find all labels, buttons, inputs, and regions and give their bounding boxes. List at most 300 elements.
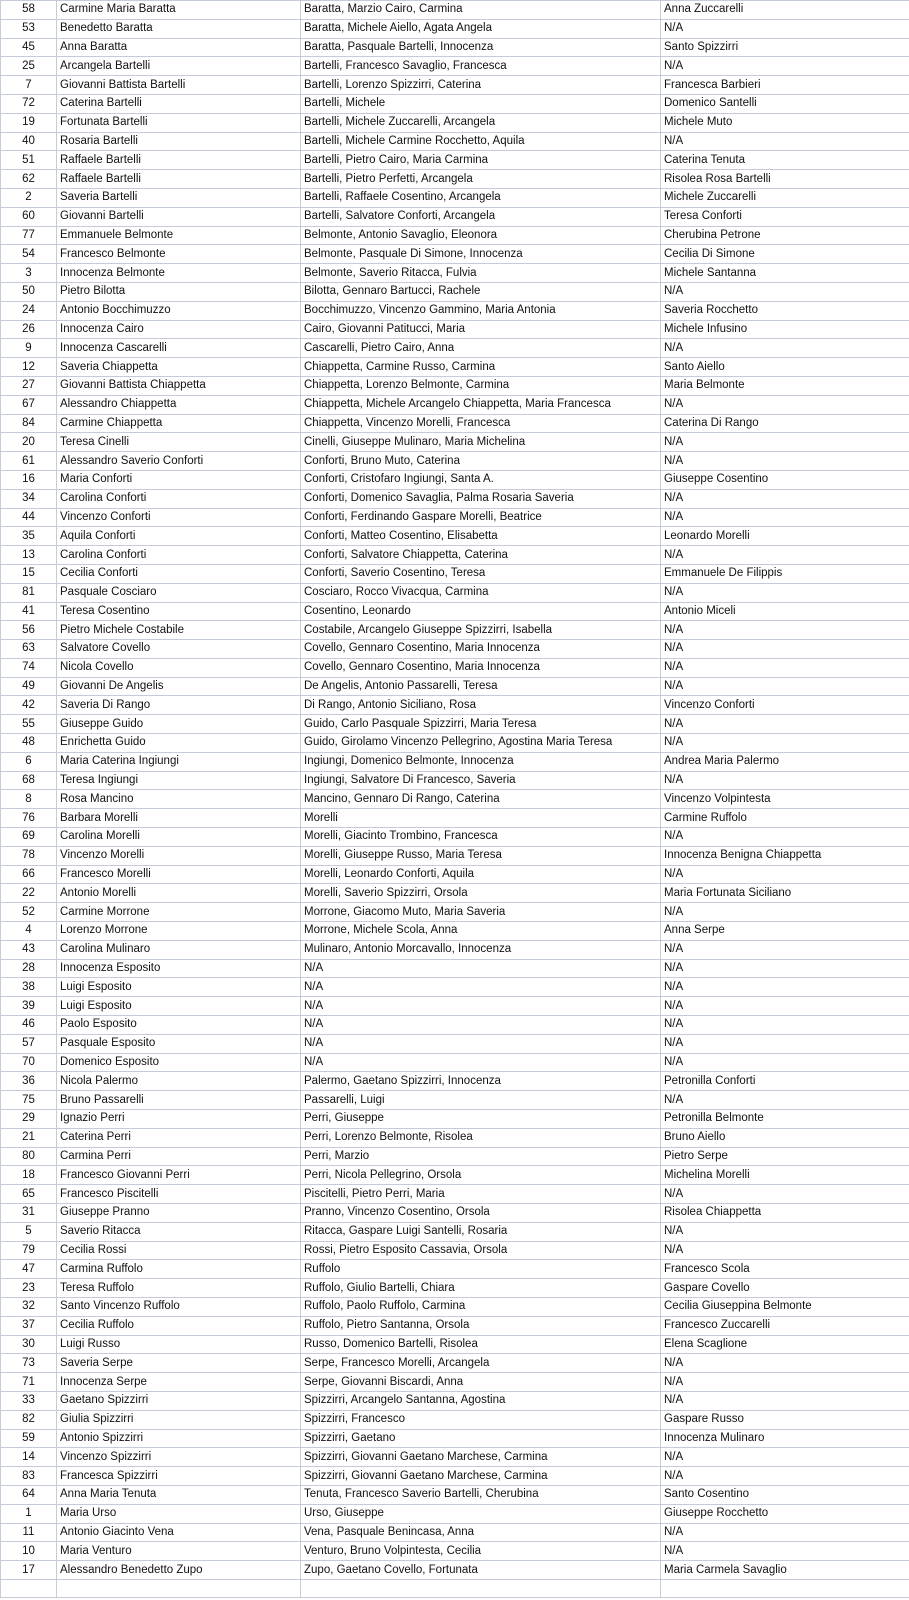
parents-cell[interactable]: Urso, Giuseppe: [301, 1504, 661, 1523]
record-number-cell[interactable]: 55: [1, 715, 57, 734]
person-name-cell[interactable]: Francesco Morelli: [57, 865, 301, 884]
person-name-cell[interactable]: Giuseppe Guido: [57, 715, 301, 734]
spouse-cell[interactable]: N/A: [661, 865, 909, 884]
person-name-cell[interactable]: Francesco Piscitelli: [57, 1185, 301, 1204]
empty-cell[interactable]: [301, 1579, 661, 1597]
person-name-cell[interactable]: Francesco Belmonte: [57, 245, 301, 264]
record-number-cell[interactable]: 20: [1, 433, 57, 452]
parents-cell[interactable]: Costabile, Arcangelo Giuseppe Spizzirri, Isabella: [301, 621, 661, 640]
person-name-cell[interactable]: Carmine Maria Baratta: [57, 1, 301, 20]
person-name-cell[interactable]: Benedetto Baratta: [57, 19, 301, 38]
record-number-cell[interactable]: 67: [1, 395, 57, 414]
spouse-cell[interactable]: N/A: [661, 1053, 909, 1072]
record-number-cell[interactable]: 54: [1, 245, 57, 264]
spouse-cell[interactable]: N/A: [661, 621, 909, 640]
spouse-cell[interactable]: Leonardo Morelli: [661, 527, 909, 546]
record-number-cell[interactable]: 47: [1, 1260, 57, 1279]
spouse-cell[interactable]: N/A: [661, 395, 909, 414]
record-number-cell[interactable]: 28: [1, 959, 57, 978]
person-name-cell[interactable]: Bruno Passarelli: [57, 1091, 301, 1110]
spouse-cell[interactable]: N/A: [661, 1241, 909, 1260]
spouse-cell[interactable]: N/A: [661, 489, 909, 508]
parents-cell[interactable]: Venturo, Bruno Volpintesta, Cecilia: [301, 1542, 661, 1561]
spouse-cell[interactable]: N/A: [661, 997, 909, 1016]
record-number-cell[interactable]: 37: [1, 1316, 57, 1335]
spouse-cell[interactable]: N/A: [661, 640, 909, 659]
person-name-cell[interactable]: Alessandro Chiappetta: [57, 395, 301, 414]
person-name-cell[interactable]: Alessandro Saverio Conforti: [57, 452, 301, 471]
person-name-cell[interactable]: Pietro Michele Costabile: [57, 621, 301, 640]
parents-cell[interactable]: Belmonte, Saverio Ritacca, Fulvia: [301, 264, 661, 283]
parents-cell[interactable]: Serpe, Francesco Morelli, Arcangela: [301, 1354, 661, 1373]
parents-cell[interactable]: Ruffolo: [301, 1260, 661, 1279]
person-name-cell[interactable]: Cecilia Rossi: [57, 1241, 301, 1260]
record-number-cell[interactable]: 42: [1, 696, 57, 715]
person-name-cell[interactable]: Vincenzo Conforti: [57, 508, 301, 527]
record-number-cell[interactable]: 64: [1, 1485, 57, 1504]
spouse-cell[interactable]: Francesco Zuccarelli: [661, 1316, 909, 1335]
spouse-cell[interactable]: N/A: [661, 546, 909, 565]
person-name-cell[interactable]: Maria Caterina Ingiungi: [57, 752, 301, 771]
person-name-cell[interactable]: Carmine Chiappetta: [57, 414, 301, 433]
record-number-cell[interactable]: 43: [1, 940, 57, 959]
parents-cell[interactable]: Ruffolo, Giulio Bartelli, Chiara: [301, 1279, 661, 1298]
record-number-cell[interactable]: 32: [1, 1297, 57, 1316]
record-number-cell[interactable]: 71: [1, 1373, 57, 1392]
spouse-cell[interactable]: Risolea Rosa Bartelli: [661, 170, 909, 189]
spouse-cell[interactable]: Saveria Rocchetto: [661, 301, 909, 320]
person-name-cell[interactable]: Carmine Morrone: [57, 903, 301, 922]
spouse-cell[interactable]: N/A: [661, 658, 909, 677]
spouse-cell[interactable]: N/A: [661, 1467, 909, 1486]
record-number-cell[interactable]: 41: [1, 602, 57, 621]
parents-cell[interactable]: Perri, Giuseppe: [301, 1110, 661, 1129]
person-name-cell[interactable]: Luigi Russo: [57, 1335, 301, 1354]
spouse-cell[interactable]: Anna Serpe: [661, 922, 909, 941]
person-name-cell[interactable]: Innocenza Serpe: [57, 1373, 301, 1392]
parents-cell[interactable]: N/A: [301, 1016, 661, 1035]
record-number-cell[interactable]: 36: [1, 1072, 57, 1091]
spouse-cell[interactable]: Innocenza Mulinaro: [661, 1429, 909, 1448]
person-name-cell[interactable]: Emmanuele Belmonte: [57, 226, 301, 245]
person-name-cell[interactable]: Teresa Ingiungi: [57, 771, 301, 790]
spouse-cell[interactable]: N/A: [661, 978, 909, 997]
spouse-cell[interactable]: Domenico Santelli: [661, 94, 909, 113]
person-name-cell[interactable]: Caterina Bartelli: [57, 94, 301, 113]
person-name-cell[interactable]: Giovanni Battista Bartelli: [57, 76, 301, 95]
person-name-cell[interactable]: Salvatore Covello: [57, 640, 301, 659]
record-number-cell[interactable]: 80: [1, 1147, 57, 1166]
parents-cell[interactable]: N/A: [301, 978, 661, 997]
empty-cell[interactable]: [661, 1579, 909, 1597]
spouse-cell[interactable]: N/A: [661, 734, 909, 753]
parents-cell[interactable]: Baratta, Michele Aiello, Agata Angela: [301, 19, 661, 38]
person-name-cell[interactable]: Teresa Ruffolo: [57, 1279, 301, 1298]
record-number-cell[interactable]: 69: [1, 828, 57, 847]
person-name-cell[interactable]: Teresa Cinelli: [57, 433, 301, 452]
person-name-cell[interactable]: Pasquale Cosciaro: [57, 583, 301, 602]
record-number-cell[interactable]: 74: [1, 658, 57, 677]
record-number-cell[interactable]: 46: [1, 1016, 57, 1035]
spouse-cell[interactable]: N/A: [661, 19, 909, 38]
person-name-cell[interactable]: Maria Venturo: [57, 1542, 301, 1561]
spouse-cell[interactable]: Emmanuele De Filippis: [661, 564, 909, 583]
spouse-cell[interactable]: Vincenzo Volpintesta: [661, 790, 909, 809]
spouse-cell[interactable]: N/A: [661, 677, 909, 696]
parents-cell[interactable]: Spizzirri, Arcangelo Santanna, Agostina: [301, 1391, 661, 1410]
record-number-cell[interactable]: 29: [1, 1110, 57, 1129]
parents-cell[interactable]: Bilotta, Gennaro Bartucci, Rachele: [301, 282, 661, 301]
record-number-cell[interactable]: 14: [1, 1448, 57, 1467]
record-number-cell[interactable]: 70: [1, 1053, 57, 1072]
parents-cell[interactable]: Cosentino, Leonardo: [301, 602, 661, 621]
spouse-cell[interactable]: N/A: [661, 433, 909, 452]
record-number-cell[interactable]: 81: [1, 583, 57, 602]
spouse-cell[interactable]: Pietro Serpe: [661, 1147, 909, 1166]
person-name-cell[interactable]: Alessandro Benedetto Zupo: [57, 1561, 301, 1580]
parents-cell[interactable]: Bocchimuzzo, Vincenzo Gammino, Maria Antonia: [301, 301, 661, 320]
parents-cell[interactable]: Zupo, Gaetano Covello, Fortunata: [301, 1561, 661, 1580]
parents-cell[interactable]: Morrone, Michele Scola, Anna: [301, 922, 661, 941]
spouse-cell[interactable]: N/A: [661, 1542, 909, 1561]
person-name-cell[interactable]: Carolina Morelli: [57, 828, 301, 847]
record-number-cell[interactable]: 33: [1, 1391, 57, 1410]
person-name-cell[interactable]: Giovanni De Angelis: [57, 677, 301, 696]
record-number-cell[interactable]: 23: [1, 1279, 57, 1298]
parents-cell[interactable]: Chiappetta, Carmine Russo, Carmina: [301, 358, 661, 377]
person-name-cell[interactable]: Raffaele Bartelli: [57, 170, 301, 189]
record-number-cell[interactable]: 17: [1, 1561, 57, 1580]
spouse-cell[interactable]: Andrea Maria Palermo: [661, 752, 909, 771]
spouse-cell[interactable]: Francesca Barbieri: [661, 76, 909, 95]
spouse-cell[interactable]: Cecilia Di Simone: [661, 245, 909, 264]
record-number-cell[interactable]: 34: [1, 489, 57, 508]
person-name-cell[interactable]: Luigi Esposito: [57, 997, 301, 1016]
parents-cell[interactable]: N/A: [301, 1034, 661, 1053]
record-number-cell[interactable]: 11: [1, 1523, 57, 1542]
record-number-cell[interactable]: 76: [1, 809, 57, 828]
person-name-cell[interactable]: Anna Baratta: [57, 38, 301, 57]
person-name-cell[interactable]: Carolina Conforti: [57, 489, 301, 508]
person-name-cell[interactable]: Teresa Cosentino: [57, 602, 301, 621]
record-number-cell[interactable]: 30: [1, 1335, 57, 1354]
record-number-cell[interactable]: 73: [1, 1354, 57, 1373]
spouse-cell[interactable]: N/A: [661, 1373, 909, 1392]
record-number-cell[interactable]: 83: [1, 1467, 57, 1486]
spouse-cell[interactable]: Michele Santanna: [661, 264, 909, 283]
parents-cell[interactable]: Spizzirri, Giovanni Gaetano Marchese, Carmina: [301, 1467, 661, 1486]
parents-cell[interactable]: Perri, Marzio: [301, 1147, 661, 1166]
record-number-cell[interactable]: 65: [1, 1185, 57, 1204]
person-name-cell[interactable]: Fortunata Bartelli: [57, 113, 301, 132]
spouse-cell[interactable]: N/A: [661, 959, 909, 978]
parents-cell[interactable]: Cairo, Giovanni Patitucci, Maria: [301, 320, 661, 339]
parents-cell[interactable]: Pranno, Vincenzo Cosentino, Orsola: [301, 1204, 661, 1223]
empty-cell[interactable]: [1, 1579, 57, 1597]
record-number-cell[interactable]: 24: [1, 301, 57, 320]
person-name-cell[interactable]: Cecilia Conforti: [57, 564, 301, 583]
record-number-cell[interactable]: 19: [1, 113, 57, 132]
parents-cell[interactable]: Chiappetta, Vincenzo Morelli, Francesca: [301, 414, 661, 433]
spouse-cell[interactable]: Carmine Ruffolo: [661, 809, 909, 828]
person-name-cell[interactable]: Antonio Bocchimuzzo: [57, 301, 301, 320]
parents-cell[interactable]: Cascarelli, Pietro Cairo, Anna: [301, 339, 661, 358]
spouse-cell[interactable]: Cecilia Giuseppina Belmonte: [661, 1297, 909, 1316]
parents-cell[interactable]: Conforti, Ferdinando Gaspare Morelli, Beatrice: [301, 508, 661, 527]
person-name-cell[interactable]: Innocenza Esposito: [57, 959, 301, 978]
person-name-cell[interactable]: Paolo Esposito: [57, 1016, 301, 1035]
spouse-cell[interactable]: Giuseppe Rocchetto: [661, 1504, 909, 1523]
parents-cell[interactable]: Perri, Lorenzo Belmonte, Risolea: [301, 1128, 661, 1147]
record-number-cell[interactable]: 8: [1, 790, 57, 809]
parents-cell[interactable]: Spizzirri, Gaetano: [301, 1429, 661, 1448]
spouse-cell[interactable]: Anna Zuccarelli: [661, 1, 909, 20]
person-name-cell[interactable]: Antonio Morelli: [57, 884, 301, 903]
parents-cell[interactable]: Spizzirri, Giovanni Gaetano Marchese, Carmina: [301, 1448, 661, 1467]
record-number-cell[interactable]: 61: [1, 452, 57, 471]
spouse-cell[interactable]: N/A: [661, 828, 909, 847]
spouse-cell[interactable]: Caterina Di Rango: [661, 414, 909, 433]
record-number-cell[interactable]: 60: [1, 207, 57, 226]
spouse-cell[interactable]: Giuseppe Cosentino: [661, 470, 909, 489]
person-name-cell[interactable]: Antonio Spizzirri: [57, 1429, 301, 1448]
person-name-cell[interactable]: Giovanni Battista Chiappetta: [57, 376, 301, 395]
spouse-cell[interactable]: N/A: [661, 339, 909, 358]
record-number-cell[interactable]: 10: [1, 1542, 57, 1561]
parents-cell[interactable]: Ingiungi, Domenico Belmonte, Innocenza: [301, 752, 661, 771]
person-name-cell[interactable]: Pasquale Esposito: [57, 1034, 301, 1053]
spouse-cell[interactable]: Teresa Conforti: [661, 207, 909, 226]
parents-cell[interactable]: Conforti, Saverio Cosentino, Teresa: [301, 564, 661, 583]
spouse-cell[interactable]: Santo Aiello: [661, 358, 909, 377]
record-number-cell[interactable]: 51: [1, 151, 57, 170]
parents-cell[interactable]: Mancino, Gennaro Di Rango, Caterina: [301, 790, 661, 809]
parents-cell[interactable]: Passarelli, Luigi: [301, 1091, 661, 1110]
parents-cell[interactable]: Morelli, Leonardo Conforti, Aquila: [301, 865, 661, 884]
record-number-cell[interactable]: 82: [1, 1410, 57, 1429]
person-name-cell[interactable]: Antonio Giacinto Vena: [57, 1523, 301, 1542]
spouse-cell[interactable]: Michelina Morelli: [661, 1166, 909, 1185]
record-number-cell[interactable]: 1: [1, 1504, 57, 1523]
parents-cell[interactable]: Guido, Carlo Pasquale Spizzirri, Maria Teresa: [301, 715, 661, 734]
person-name-cell[interactable]: Maria Urso: [57, 1504, 301, 1523]
record-number-cell[interactable]: 21: [1, 1128, 57, 1147]
spouse-cell[interactable]: Antonio Miceli: [661, 602, 909, 621]
record-number-cell[interactable]: 62: [1, 170, 57, 189]
parents-cell[interactable]: Ruffolo, Pietro Santanna, Orsola: [301, 1316, 661, 1335]
parents-cell[interactable]: N/A: [301, 959, 661, 978]
record-number-cell[interactable]: 18: [1, 1166, 57, 1185]
person-name-cell[interactable]: Caterina Perri: [57, 1128, 301, 1147]
spouse-cell[interactable]: N/A: [661, 940, 909, 959]
parents-cell[interactable]: Conforti, Domenico Savaglia, Palma Rosaria Saveria: [301, 489, 661, 508]
spouse-cell[interactable]: N/A: [661, 583, 909, 602]
parents-cell[interactable]: Conforti, Salvatore Chiappetta, Caterina: [301, 546, 661, 565]
parents-cell[interactable]: Baratta, Pasquale Bartelli, Innocenza: [301, 38, 661, 57]
parents-cell[interactable]: Morrone, Giacomo Muto, Maria Saveria: [301, 903, 661, 922]
spouse-cell[interactable]: Maria Carmela Savaglio: [661, 1561, 909, 1580]
person-name-cell[interactable]: Maria Conforti: [57, 470, 301, 489]
spouse-cell[interactable]: Vincenzo Conforti: [661, 696, 909, 715]
parents-cell[interactable]: Bartelli, Pietro Perfetti, Arcangela: [301, 170, 661, 189]
record-number-cell[interactable]: 50: [1, 282, 57, 301]
spouse-cell[interactable]: Gaspare Covello: [661, 1279, 909, 1298]
record-number-cell[interactable]: 25: [1, 57, 57, 76]
parents-cell[interactable]: Cosciaro, Rocco Vivacqua, Carmina: [301, 583, 661, 602]
person-name-cell[interactable]: Innocenza Cairo: [57, 320, 301, 339]
parents-cell[interactable]: Ruffolo, Paolo Ruffolo, Carmina: [301, 1297, 661, 1316]
parents-cell[interactable]: Bartelli, Michele: [301, 94, 661, 113]
record-number-cell[interactable]: 35: [1, 527, 57, 546]
parents-cell[interactable]: Bartelli, Francesco Savaglio, Francesca: [301, 57, 661, 76]
person-name-cell[interactable]: Saveria Bartelli: [57, 188, 301, 207]
person-name-cell[interactable]: Anna Maria Tenuta: [57, 1485, 301, 1504]
person-name-cell[interactable]: Pietro Bilotta: [57, 282, 301, 301]
record-number-cell[interactable]: 53: [1, 19, 57, 38]
parents-cell[interactable]: Conforti, Matteo Cosentino, Elisabetta: [301, 527, 661, 546]
parents-cell[interactable]: Conforti, Cristofaro Ingiungi, Santa A.: [301, 470, 661, 489]
record-number-cell[interactable]: 22: [1, 884, 57, 903]
record-number-cell[interactable]: 58: [1, 1, 57, 20]
record-number-cell[interactable]: 79: [1, 1241, 57, 1260]
parents-cell[interactable]: Bartelli, Michele Zuccarelli, Arcangela: [301, 113, 661, 132]
record-number-cell[interactable]: 78: [1, 846, 57, 865]
record-number-cell[interactable]: 59: [1, 1429, 57, 1448]
record-number-cell[interactable]: 49: [1, 677, 57, 696]
parents-cell[interactable]: Bartelli, Salvatore Conforti, Arcangela: [301, 207, 661, 226]
person-name-cell[interactable]: Innocenza Cascarelli: [57, 339, 301, 358]
spouse-cell[interactable]: N/A: [661, 1391, 909, 1410]
parents-cell[interactable]: Rossi, Pietro Esposito Cassavia, Orsola: [301, 1241, 661, 1260]
record-number-cell[interactable]: 68: [1, 771, 57, 790]
parents-cell[interactable]: Baratta, Marzio Cairo, Carmina: [301, 1, 661, 20]
record-number-cell[interactable]: 77: [1, 226, 57, 245]
person-name-cell[interactable]: Francesca Spizzirri: [57, 1467, 301, 1486]
record-number-cell[interactable]: 27: [1, 376, 57, 395]
parents-cell[interactable]: Chiappetta, Lorenzo Belmonte, Carmina: [301, 376, 661, 395]
person-name-cell[interactable]: Nicola Covello: [57, 658, 301, 677]
record-number-cell[interactable]: 66: [1, 865, 57, 884]
person-name-cell[interactable]: Rosa Mancino: [57, 790, 301, 809]
record-number-cell[interactable]: 26: [1, 320, 57, 339]
spouse-cell[interactable]: Maria Fortunata Siciliano: [661, 884, 909, 903]
person-name-cell[interactable]: Raffaele Bartelli: [57, 151, 301, 170]
parents-cell[interactable]: Ritacca, Gaspare Luigi Santelli, Rosaria: [301, 1222, 661, 1241]
spouse-cell[interactable]: Bruno Aiello: [661, 1128, 909, 1147]
spouse-cell[interactable]: N/A: [661, 1354, 909, 1373]
spouse-cell[interactable]: Michele Infusino: [661, 320, 909, 339]
person-name-cell[interactable]: Domenico Esposito: [57, 1053, 301, 1072]
spouse-cell[interactable]: Gaspare Russo: [661, 1410, 909, 1429]
record-number-cell[interactable]: 56: [1, 621, 57, 640]
spouse-cell[interactable]: N/A: [661, 1185, 909, 1204]
parents-cell[interactable]: Morelli, Giuseppe Russo, Maria Teresa: [301, 846, 661, 865]
record-number-cell[interactable]: 2: [1, 188, 57, 207]
empty-cell[interactable]: [57, 1579, 301, 1597]
record-number-cell[interactable]: 7: [1, 76, 57, 95]
parents-cell[interactable]: Chiappetta, Michele Arcangelo Chiappetta, Maria Francesca: [301, 395, 661, 414]
parents-cell[interactable]: Mulinaro, Antonio Morcavallo, Innocenza: [301, 940, 661, 959]
record-number-cell[interactable]: 75: [1, 1091, 57, 1110]
record-number-cell[interactable]: 3: [1, 264, 57, 283]
record-number-cell[interactable]: 72: [1, 94, 57, 113]
person-name-cell[interactable]: Carmina Perri: [57, 1147, 301, 1166]
record-number-cell[interactable]: 45: [1, 38, 57, 57]
spouse-cell[interactable]: N/A: [661, 1016, 909, 1035]
spouse-cell[interactable]: N/A: [661, 1523, 909, 1542]
parents-cell[interactable]: N/A: [301, 1053, 661, 1072]
parents-cell[interactable]: Palermo, Gaetano Spizzirri, Innocenza: [301, 1072, 661, 1091]
parents-cell[interactable]: Guido, Girolamo Vincenzo Pellegrino, Agostina Maria Teresa: [301, 734, 661, 753]
spouse-cell[interactable]: Santo Spizzirri: [661, 38, 909, 57]
person-name-cell[interactable]: Vincenzo Morelli: [57, 846, 301, 865]
record-number-cell[interactable]: 16: [1, 470, 57, 489]
parents-cell[interactable]: Morelli, Giacinto Trombino, Francesca: [301, 828, 661, 847]
spouse-cell[interactable]: N/A: [661, 771, 909, 790]
person-name-cell[interactable]: Ignazio Perri: [57, 1110, 301, 1129]
parents-cell[interactable]: De Angelis, Antonio Passarelli, Teresa: [301, 677, 661, 696]
person-name-cell[interactable]: Saveria Serpe: [57, 1354, 301, 1373]
person-name-cell[interactable]: Gaetano Spizzirri: [57, 1391, 301, 1410]
parents-cell[interactable]: Tenuta, Francesco Saverio Bartelli, Cherubina: [301, 1485, 661, 1504]
spouse-cell[interactable]: Santo Cosentino: [661, 1485, 909, 1504]
parents-cell[interactable]: Cinelli, Giuseppe Mulinaro, Maria Michelina: [301, 433, 661, 452]
record-number-cell[interactable]: 84: [1, 414, 57, 433]
spouse-cell[interactable]: N/A: [661, 1034, 909, 1053]
spouse-cell[interactable]: Caterina Tenuta: [661, 151, 909, 170]
parents-cell[interactable]: Covello, Gennaro Cosentino, Maria Innocenza: [301, 640, 661, 659]
record-number-cell[interactable]: 57: [1, 1034, 57, 1053]
spouse-cell[interactable]: Francesco Scola: [661, 1260, 909, 1279]
parents-cell[interactable]: Serpe, Giovanni Biscardi, Anna: [301, 1373, 661, 1392]
spouse-cell[interactable]: Innocenza Benigna Chiappetta: [661, 846, 909, 865]
record-number-cell[interactable]: 4: [1, 922, 57, 941]
parents-cell[interactable]: Russo, Domenico Bartelli, Risolea: [301, 1335, 661, 1354]
parents-cell[interactable]: Bartelli, Lorenzo Spizzirri, Caterina: [301, 76, 661, 95]
spouse-cell[interactable]: Cherubina Petrone: [661, 226, 909, 245]
spouse-cell[interactable]: N/A: [661, 715, 909, 734]
spouse-cell[interactable]: N/A: [661, 132, 909, 151]
record-number-cell[interactable]: 5: [1, 1222, 57, 1241]
record-number-cell[interactable]: 39: [1, 997, 57, 1016]
person-name-cell[interactable]: Innocenza Belmonte: [57, 264, 301, 283]
person-name-cell[interactable]: Rosaria Bartelli: [57, 132, 301, 151]
parents-cell[interactable]: N/A: [301, 997, 661, 1016]
parents-cell[interactable]: Belmonte, Pasquale Di Simone, Innocenza: [301, 245, 661, 264]
person-name-cell[interactable]: Giulia Spizzirri: [57, 1410, 301, 1429]
record-number-cell[interactable]: 13: [1, 546, 57, 565]
parents-cell[interactable]: Morelli, Saverio Spizzirri, Orsola: [301, 884, 661, 903]
record-number-cell[interactable]: 40: [1, 132, 57, 151]
spouse-cell[interactable]: N/A: [661, 903, 909, 922]
record-number-cell[interactable]: 6: [1, 752, 57, 771]
person-name-cell[interactable]: Santo Vincenzo Ruffolo: [57, 1297, 301, 1316]
person-name-cell[interactable]: Carmina Ruffolo: [57, 1260, 301, 1279]
person-name-cell[interactable]: Giovanni Bartelli: [57, 207, 301, 226]
spouse-cell[interactable]: Risolea Chiappetta: [661, 1204, 909, 1223]
parents-cell[interactable]: Ingiungi, Salvatore Di Francesco, Saveria: [301, 771, 661, 790]
spouse-cell[interactable]: N/A: [661, 1222, 909, 1241]
spouse-cell[interactable]: N/A: [661, 452, 909, 471]
person-name-cell[interactable]: Arcangela Bartelli: [57, 57, 301, 76]
record-number-cell[interactable]: 15: [1, 564, 57, 583]
parents-cell[interactable]: Perri, Nicola Pellegrino, Orsola: [301, 1166, 661, 1185]
person-name-cell[interactable]: Saverio Ritacca: [57, 1222, 301, 1241]
person-name-cell[interactable]: Giuseppe Pranno: [57, 1204, 301, 1223]
spouse-cell[interactable]: N/A: [661, 1448, 909, 1467]
spouse-cell[interactable]: Michele Muto: [661, 113, 909, 132]
parents-cell[interactable]: Covello, Gennaro Cosentino, Maria Innocenza: [301, 658, 661, 677]
